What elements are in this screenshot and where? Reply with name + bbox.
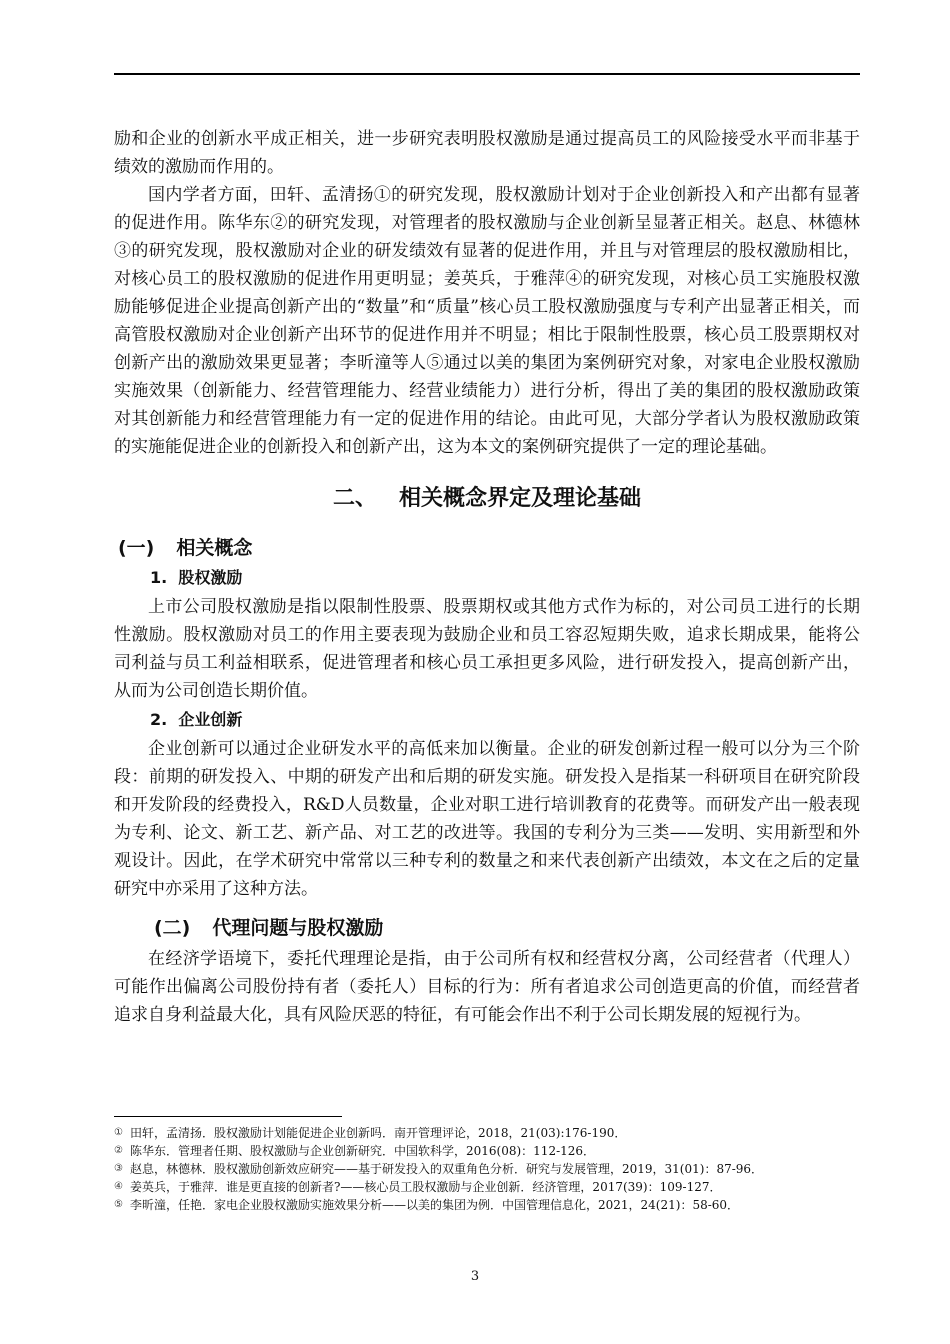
chapter-title: 相关概念界定及理论基础 [399, 486, 642, 511]
section-title: 代理问题与股权激励 [212, 917, 384, 939]
subsection-heading [150, 565, 860, 591]
footnote-mark: ⑤ [114, 1199, 123, 1210]
footnote [114, 1142, 860, 1160]
chapter-number: 二、 [332, 486, 377, 511]
footnote-text: 赵息，林德林．股权激励创新效应研究——基于研发投入的双重角色分析．研究与发展管理，2019，31(01)：87-96． [130, 1162, 764, 1176]
section-heading [154, 913, 860, 943]
footnote-text: 陈华东．管理者任期、股权激励与企业创新研究．中国软科学，2016(08)：112-126． [130, 1144, 596, 1158]
footnote-text: 李昕潼，任艳．家电企业股权激励实施效果分析——以美的集团为例．中国管理信息化，2021，24(21)：58-60． [130, 1198, 740, 1212]
header-rule [114, 73, 860, 75]
footnote-text: 姜英兵，于雅萍．谁是更直接的创新者?——核心员工股权激励与企业创新．经济管理，2017(39)：109-127． [130, 1180, 722, 1194]
footnote-mark: ② [114, 1145, 123, 1156]
paragraph: 在经济学语境下，委托代理理论是指，由于公司所有权和经营权分离，公司经营者（代理人）可能作出偏离公司股份持有者（委托人）目标的行为：所有者追求公司创造更高的价值，而经营者追求自身利益最大化，具有风险厌恶的特征，有可能会作出不利于公司长期发展的短视行为。 [114, 949, 860, 1025]
footnote-text: 田轩，孟清扬．股权激励计划能促进企业创新吗．南开管理评论，2018，21(03):176-190． [130, 1126, 627, 1140]
paragraph: 国内学者方面，田轩、孟清扬①的研究发现，股权激励计划对于企业创新投入和产出都有显著的促进作用。陈华东②的研究发现，对管理者的股权激励与企业创新呈显著正相关。赵息、林德林③的研究发现，股权激励对企业的研发绩效有显著的促进作用，并且与对管理层的股权激励相比，对核心员工的股权激励的促进作用更明显；姜英兵，于雅萍④的研究发现，对核心员工实施股权激励能够促进企业提高创新产出的“数量”和“质量”核心员工股权激励强度与专利产出显著正相关，而高管股权激励对企业创新产出环节的促进作用并不明显；相比于限制性股票，核心员工股票期权对创新产出的激励效果更显著；李昕潼等人⑤通过以美的集团为案例研究对象，对家电企业股权激励实施效果（创新能力、经营管理能力、经营业绩能力）进行分析，得出了美的集团的股权激励政策对其创新能力和经营管理能力有一定的促进作用的结论。由此可见，大部分学者认为股权激励政策的实施能促进企业的创新投入和创新产出，这为本文的案例研究提供了一定的理论基础。 [114, 185, 860, 457]
section-heading [118, 533, 860, 563]
subsection-title: 股权激励 [178, 568, 243, 587]
subsection-heading [150, 707, 860, 733]
paragraph: 上市公司股权激励是指以限制性股票、股票期权或其他方式作为标的，对公司员工进行的长期性激励。股权激励对员工的作用主要表现为鼓励企业和员工容忍短期失败，追求长期成果，能将公司利益与员工利益相联系，促进管理者和核心员工承担更多风险，进行研发投入，提高创新产出，从而为公司创造长期价值。 [114, 597, 860, 701]
footnote-mark: ① [114, 1127, 123, 1138]
section-number: (二) [154, 917, 191, 939]
footnote-rule [114, 1116, 342, 1117]
subsection-title: 企业创新 [178, 710, 243, 729]
document-body [114, 125, 860, 1029]
footnote [114, 1160, 860, 1178]
subsection-number: 1. [150, 568, 168, 587]
paragraph: 励和企业的创新水平成正相关，进一步研究表明股权激励是通过提高员工的风险接受水平而非基于绩效的激励而作用的。 [114, 129, 860, 177]
footnote [114, 1124, 860, 1142]
section-title: 相关概念 [176, 537, 253, 559]
section-number: (一) [118, 537, 155, 559]
paragraph: 企业创新可以通过企业研发水平的高低来加以衡量。企业的研发创新过程一般可以分为三个阶段：前期的研发投入、中期的研发产出和后期的研发实施。研发投入是指某一科研项目在研究阶段和开发阶段的经费投入，R&D人员数量，企业对职工进行培训教育的花费等。而研发产出一般表现为专利、论文、新工艺、新产品、对工艺的改进等。我国的专利分为三类——发明、实用新型和外观设计。因此，在学术研究中常常以三种专利的数量之和来代表创新产出绩效，本文在之后的定量研究中亦采用了这种方法。 [114, 739, 860, 899]
chapter-heading [114, 483, 860, 515]
footnotes [114, 1124, 860, 1214]
footnote [114, 1178, 860, 1196]
footnote [114, 1196, 860, 1214]
subsection-number: 2. [150, 710, 168, 729]
page-number: 3 [470, 1269, 480, 1284]
footnote-mark: ④ [114, 1181, 123, 1192]
footnote-mark: ③ [114, 1163, 123, 1174]
